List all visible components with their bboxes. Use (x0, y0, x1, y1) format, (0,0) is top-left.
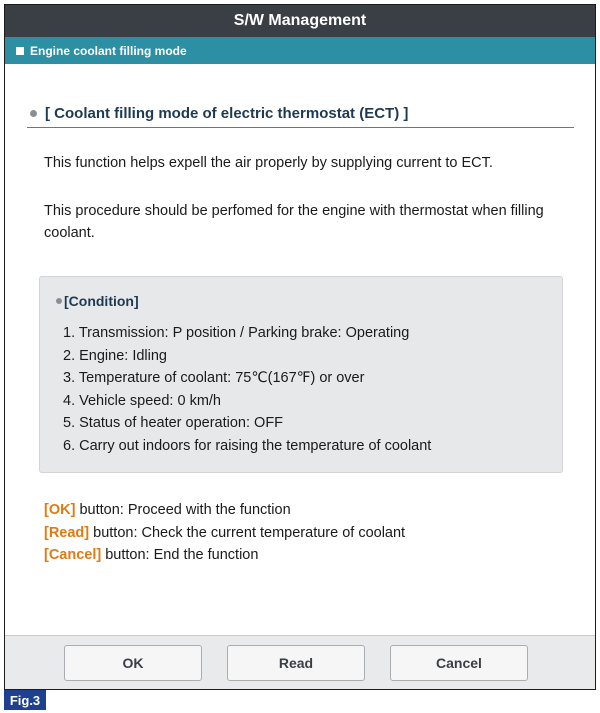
section-heading (27, 105, 574, 128)
bullet-dot-icon (30, 110, 37, 117)
section-heading-text: [ Coolant filling mode of electric thermostat (ECT) ] (45, 105, 409, 122)
cancel-button[interactable]: Cancel (390, 645, 528, 681)
cancel-description-text: button: End the function (101, 547, 259, 564)
window-title: S/W Management (5, 5, 595, 37)
ok-description (44, 499, 405, 522)
mode-header (5, 37, 595, 64)
condition-box (39, 276, 563, 473)
condition-item: 6. Carry out indoors for raising the temperature of coolant (63, 437, 432, 454)
read-description (44, 522, 405, 545)
cancel-key: [Cancel] (44, 547, 102, 564)
figure-label: Fig.3 (4, 690, 46, 710)
description-paragraph: This function helps expell the air properly by supplying current to ECT. (44, 155, 493, 171)
condition-item: 5. Status of heater operation: OFF (63, 415, 284, 432)
read-key: [Read] (44, 524, 90, 541)
bullet-dot-icon (56, 298, 62, 304)
button-descriptions (44, 499, 405, 567)
condition-item: 1. Transmission: P position / Parking brake: Operating (63, 325, 410, 341)
condition-title-text: [Condition] (64, 293, 139, 309)
mode-header-label: Engine coolant filling mode (30, 43, 187, 58)
square-bullet-icon (16, 47, 24, 55)
condition-list (63, 322, 431, 458)
sw-management-window (4, 4, 596, 690)
condition-item: 4. Vehicle speed: 0 km/h (63, 392, 221, 409)
cancel-description (44, 544, 405, 567)
condition-item: 3. Temperature of coolant: 75℃(167℉) or over (63, 370, 365, 387)
read-button[interactable]: Read (227, 645, 365, 681)
read-description-text: button: Check the current temperature of coolant (89, 524, 406, 541)
ok-key: [OK] (44, 502, 76, 518)
button-footer (5, 635, 595, 689)
procedure-paragraph: This procedure should be perfomed for the engine with thermostat when filling coolant. (44, 203, 544, 241)
condition-item: 2. Engine: Idling (63, 347, 167, 364)
condition-title (56, 293, 139, 309)
ok-description-text: button: Proceed with the function (75, 502, 291, 518)
ok-button[interactable]: OK (64, 645, 202, 681)
